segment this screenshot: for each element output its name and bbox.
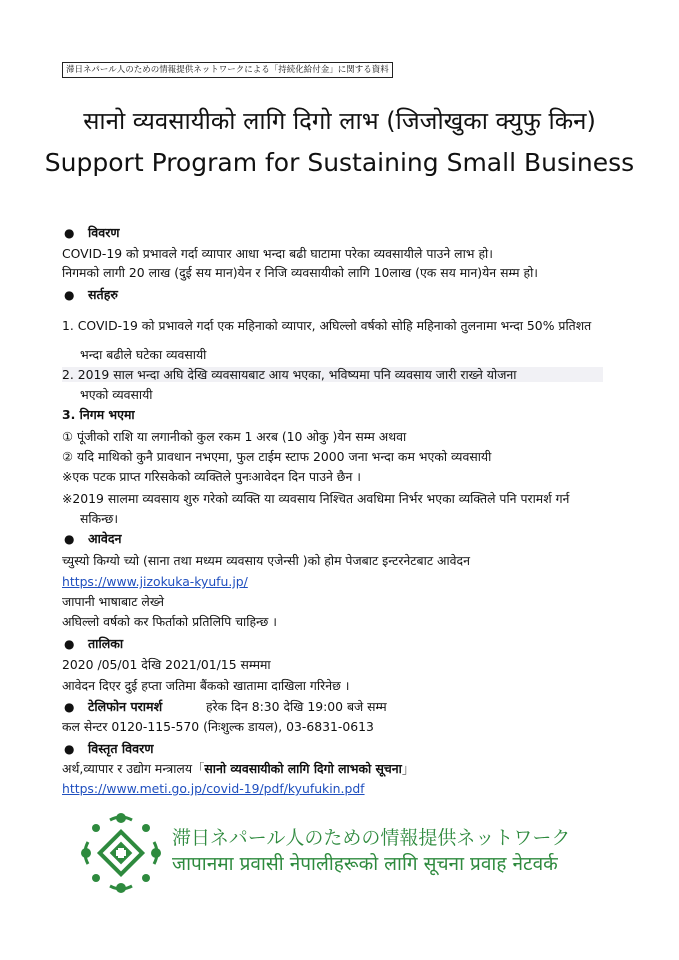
network-logo-icon — [80, 812, 162, 894]
footer-org-name-jp: 滞日ネパール人のための情報提供ネットワーク — [172, 827, 571, 849]
header-note: 滞日ネパール人のための情報提供ネットワークによる「持続化給付金」に関する資料 — [62, 62, 393, 78]
bullet-icon: ● — [64, 637, 75, 651]
page-title-english: Support Program for Sustaining Small Business — [44, 148, 635, 177]
page-title-nepali: सानो व्यवसायीको लागि दिगो लाभ (जिजोखुका क्युफु किन) — [83, 107, 596, 135]
section-heading-details: विस्तृत विवरण — [88, 741, 154, 756]
section-heading-schedule: तालिका — [88, 636, 124, 651]
bullet-icon: ● — [64, 288, 75, 302]
schedule-deposit: आवेदन दिएर दुई हप्ता जतिमा बैंकको खातामा दाखिला गरिनेछ । — [62, 678, 350, 693]
bullet-icon: ● — [64, 226, 75, 240]
application-tax-copy: अघिल्लो वर्षको कर फिर्ताको प्रतिलिपि चाहिन्छ । — [62, 614, 277, 629]
section-heading-description: विवरण — [88, 225, 120, 240]
condition-item-3-2: ② यदि माथिको कुनै प्रावधान नभएमा, फुल टाईम स्टाफ 2000 जना भन्दा कम भएको व्यवसायी — [62, 449, 492, 464]
section-heading-conditions: सर्तहरु — [88, 287, 118, 302]
condition-item-3-heading: 3. निगम भएमा — [62, 407, 135, 422]
phone-hours: हरेक दिन 8:30 देखि 19:00 बजे सम्म — [206, 699, 387, 714]
condition-item-1: 1. COVID-19 को प्रभावले गर्दा एक महिनाको व्यापार, अघिल्लो वर्षको सोहि महिनाको तुलनामा भन्दा 50% प्रतिशत — [62, 318, 592, 333]
bullet-icon: ● — [64, 532, 75, 546]
application-link[interactable]: https://www.jizokuka-kyufu.jp/ — [62, 574, 248, 589]
details-prefix: अर्थ,व्यापार र उद्योग मन्त्रालय「 — [62, 761, 205, 776]
description-line: निगमको लागी 20 लाख (दुई सय मान)येन र निजि व्यवसायीको लागि 10लाख (एक सय मान)येन सम्म हो। — [62, 265, 538, 280]
details-suffix: 」 — [401, 761, 415, 776]
condition-item-1-cont: भन्दा बढीले घटेका व्यवसायी — [80, 347, 207, 362]
description-line: COVID-19 को प्रभावले गर्दा व्यापार आधा भन्दा बढी घाटामा परेका व्यवसायीले पाउने लाभ हो। — [62, 246, 493, 261]
footer-org-name-np: जापानमा प्रवासी नेपालीहरूको लागि सूचना प्रवाह नेटवर्क — [172, 853, 558, 875]
phone-numbers: कल सेन्टर 0120-115-570 (निःशुल्क डायल), 03-6831-0613 — [62, 719, 374, 734]
condition-item-2-cont: भएको व्यवसायी — [80, 387, 153, 402]
condition-note-2-cont: सकिन्छ। — [80, 511, 119, 526]
section-heading-phone: टेलिफोन परामर्श — [88, 699, 163, 714]
details-line — [62, 760, 414, 778]
schedule-dates: 2020 /05/01 देखि 2021/01/15 सम्ममा — [62, 657, 271, 672]
details-title: सानो व्यवसायीको लागि दिगो लाभको सूचना — [204, 761, 402, 776]
condition-note-1: ※एक पटक प्राप्त गरिसकेको व्यक्तिले पुनःआवेदन दिन पाउने छैन । — [62, 469, 362, 484]
condition-item-2: 2. 2019 साल भन्दा अघि देखि व्यवसायबाट आय भएका, भविष्यमा पनि व्यवसाय जारी राख्ने योजना — [62, 367, 603, 382]
condition-item-3-1: ① पूंजीको राशि या लगानीको कुल रकम 1 अरब (10 ओकु )येन सम्म अथवा — [62, 429, 407, 444]
application-line: च्युस्यो किग्यो च्यो (साना तथा मध्यम व्यवसाय एजेन्सी )को होम पेजबाट इन्टरनेटबाट आवेदन — [62, 553, 471, 568]
condition-note-2: ※2019 सालमा व्यवसाय शुरु गरेको व्यक्ति या व्यवसाय निश्चित अवधिमा निर्भर भएका व्यक्तिले पनि परामर्श गर्न — [62, 491, 570, 506]
bullet-icon: ● — [64, 700, 75, 714]
application-language: जापानी भाषाबाट लेख्ने — [62, 594, 165, 609]
details-link[interactable]: https://www.meti.go.jp/covid-19/pdf/kyufukin.pdf — [62, 781, 365, 796]
bullet-icon: ● — [64, 742, 75, 756]
section-heading-application: आवेदन — [88, 531, 122, 546]
